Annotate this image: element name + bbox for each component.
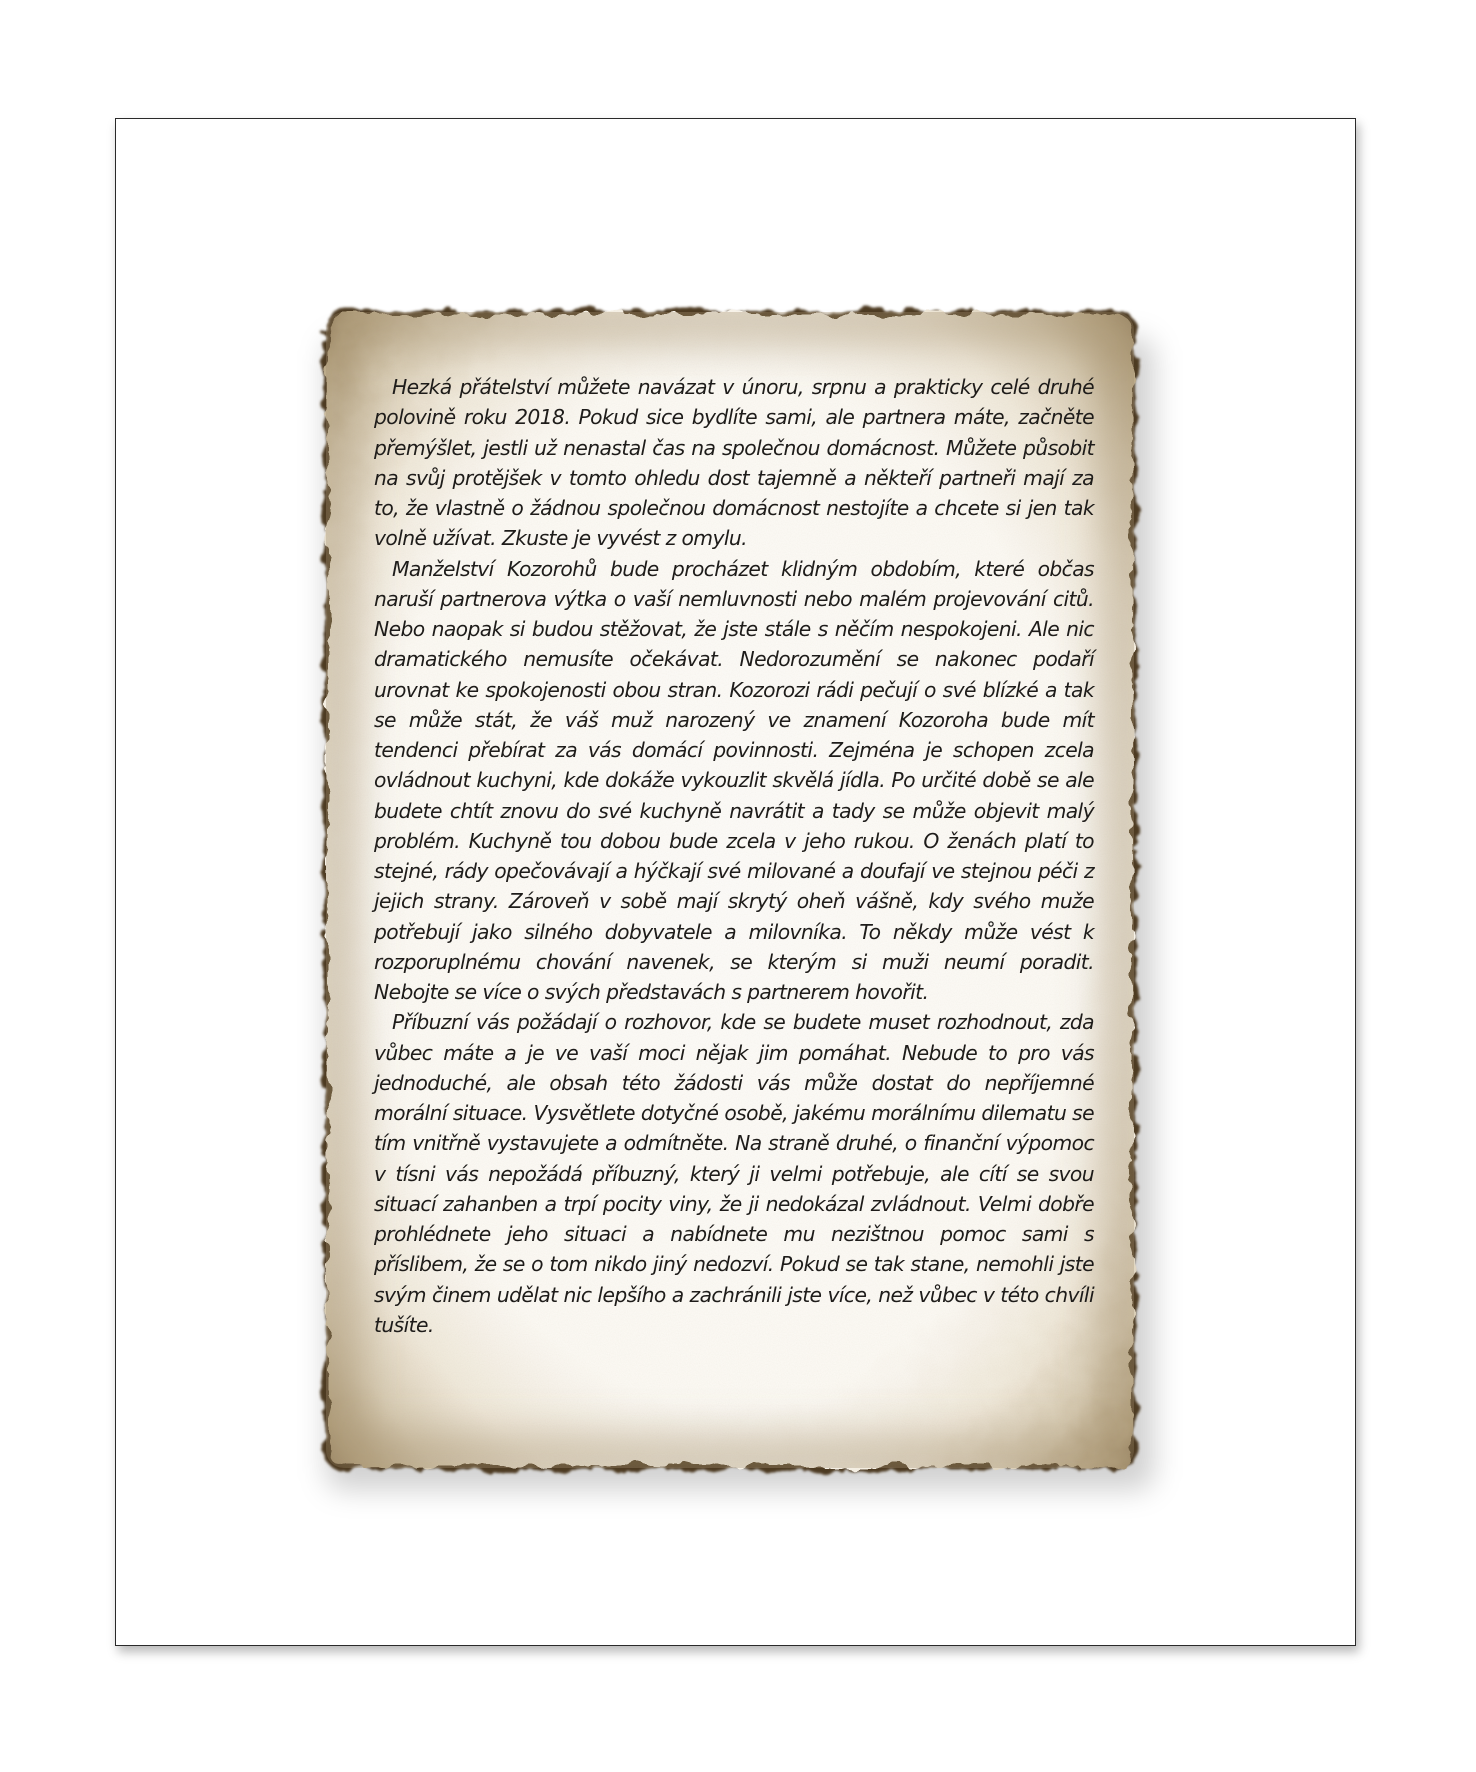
paragraph: Příbuzní vás požádají o rozhovor, kde se budete muset rozhodnout, zda vůbec máte a je ve vaší moci nějak jim pomáhat. Nebude to pro vás jednoduché, ale obsah této žádosti vás může dostat do nepříjemné morální situace. Vysvětlete dotyčné osobě, jakému morálnímu dilematu se tím vnitřně vystavujete a odmítněte. Na straně druhé, o finanční výpomoc v tísni vás nepožádá příbuzný, který ji velmi potřebuje, ale cítí se svou situací zahanben a trpí pocity viny, že ji nedokázal zvládnout. Velmi dobře prohlédnete jeho situaci a nabídnete mu nezištnou pomoc sami s příslibem, že se o tom nikdo jiný nedozví. Pokud se tak stane, nemohli jste svým činem udělat nic lepšího a zachránili jste více, než vůbec v této chvíli tušíte. bbox=[374, 1010, 1094, 1337]
body-text bbox=[374, 372, 1094, 1340]
aged-paper-card bbox=[314, 300, 1146, 1480]
paragraph: Hezká přátelství můžete navázat v únoru, srpnu a prakticky celé druhé polovině roku 2018. Pokud sice bydlíte sami, ale partnera máte, začněte přemýšlet, jestli už nenastal čas na společnou domácnost. Můžete působit na svůj protějšek v tomto ohledu dost tajemně a někteří partneři mají za to, že vlastně o žádnou společnou domácnost nestojíte a chcete si jen tak volně užívat. Zkuste je vyvést z omylu. bbox=[374, 375, 1094, 551]
paragraph: Manželství Kozorohů bude procházet klidným obdobím, které občas naruší partnerova výtka o vaší nemluvnosti nebo malém projevování citů. Nebo naopak si budou stěžovat, že jste stále s něčím nespokojeni. Ale nic dramatického nemusíte očekávat. Nedorozumění se nakonec podaří urovnat ke spokojenosti obou stran. Kozorozi rádi pečují o své blízké a tak se může stát, že váš muž narozený ve znamení Kozoroha bude mít tendenci přebírat za vás domácí povinnosti. Zejména je schopen zcela ovládnout kuchyni, kde dokáže vykouzlit skvělá jídla. Po určité době se ale budete chtít znovu do své kuchyně navrátit a tady se může objevit malý problém. Kuchyně tou dobou bude zcela v jeho rukou. O ženách platí to stejné, rády opečovávají a hýčkají své milované a doufají ve stejnou péči z jejich strany. Zároveň v sobě mají skrytý oheň vášně, kdy svého muže potřebují jako silného dobyvatele a milovníka. To někdy může vést k rozporuplnému chování navenek, se kterým si muži neumí poradit. Nebojte se více o svých představách s partnerem hovořit. bbox=[374, 556, 1094, 1004]
